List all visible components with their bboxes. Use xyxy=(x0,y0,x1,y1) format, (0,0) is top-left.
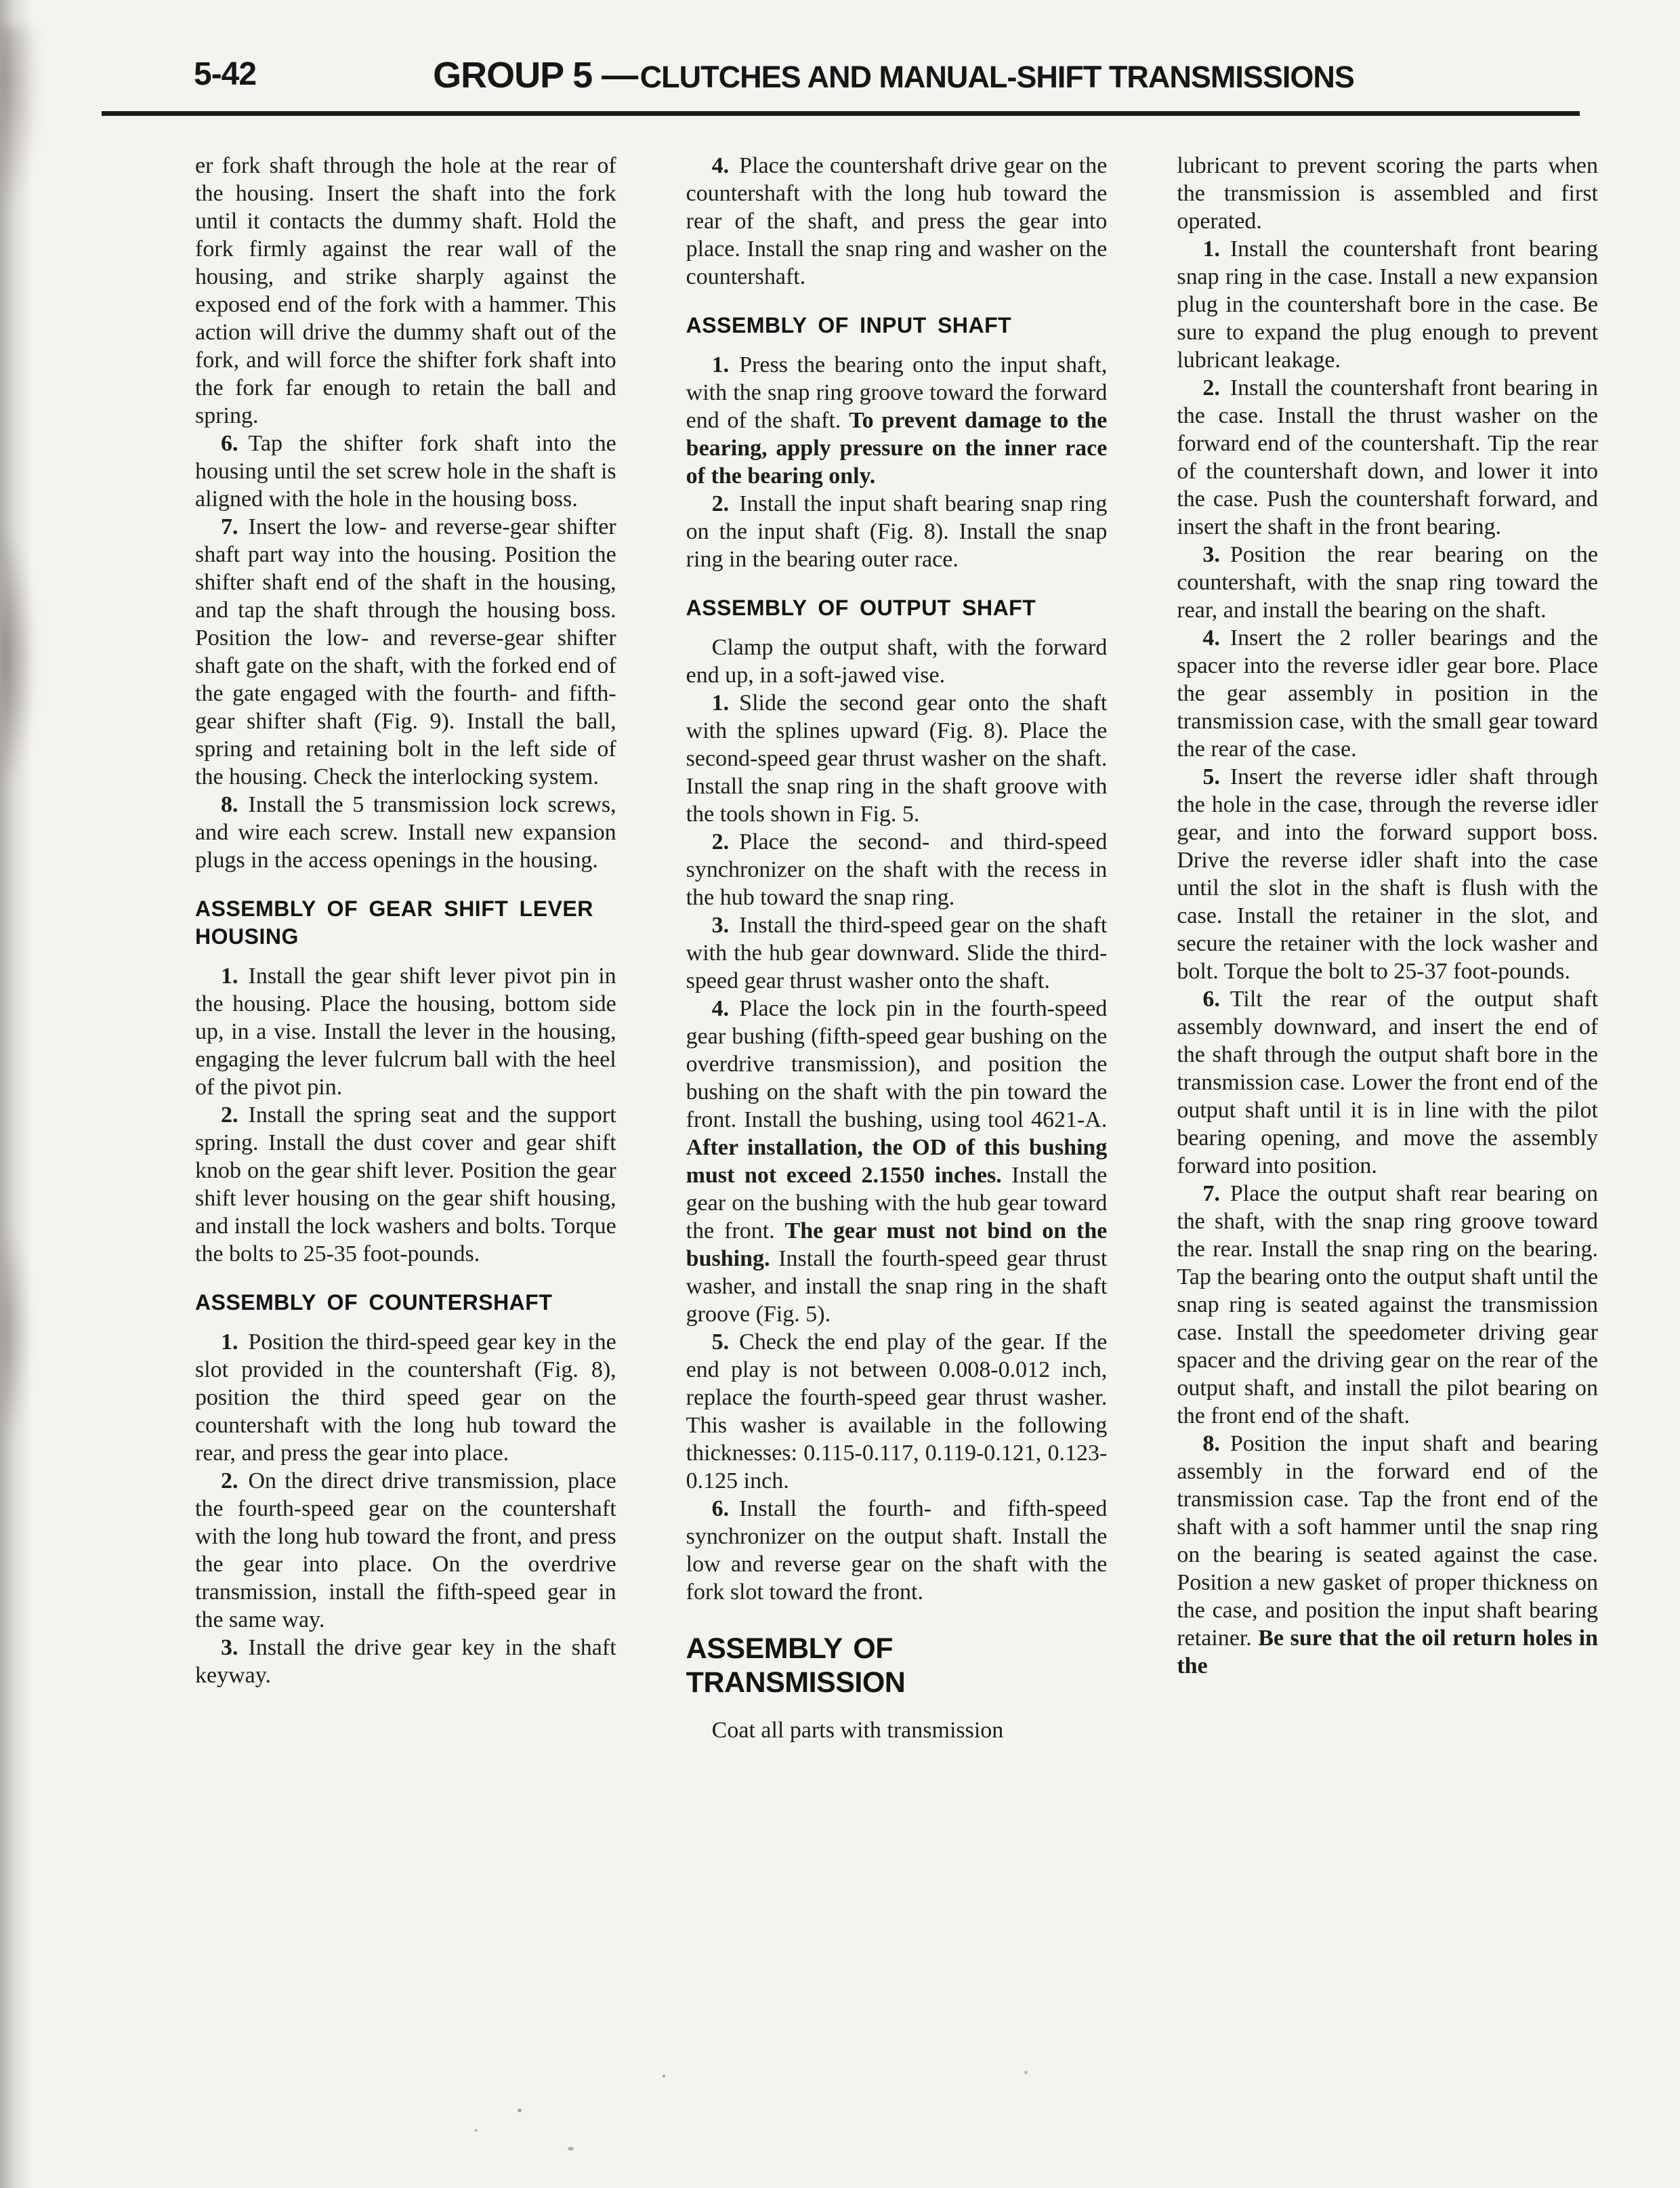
step-number: 1. xyxy=(221,964,238,989)
text-run: Tilt the rear of the output shaft assembly downward, and insert the end of the shaft through the output shaft bore in the transmission case. Lower the front end of the output shaft until it is in line with the pilot bearing opening, and move the assembly forward into position. xyxy=(1177,987,1599,1178)
bold-text-run: Be sure that the oil return holes in the xyxy=(1177,1626,1599,1678)
section-heading: ASSEMBLY OF COUNTERSHAFT xyxy=(195,1290,553,1315)
text-run: Place the lock pin in the fourth-speed gear bushing (fifth-speed gear bushing on the overdrive transmission), and position the bushing on the shaft with the pin toward the front. Install the bushing, using tool 4621-A. xyxy=(686,996,1108,1132)
step-paragraph xyxy=(686,490,1108,573)
text-run: Insert the 2 roller bearings and the spacer into the reverse idler gear bore. Place the gear assembly in position in the transmission case, with the small gear toward the rear of the case. xyxy=(1177,625,1599,762)
text-run: Place the countershaft drive gear on the countershaft with the long hub toward the rear of the shaft, and press the gear into place. Install the snap ring and washer on the countershaft. xyxy=(686,153,1108,289)
text-run: Install the spring seat and the support spring. Install the dust cover and gear shift knob on the gear shift lever. Position the gear shift lever housing on the gear shift housing, and install the lock washers and bolts. Torque the bolts to 25-35 foot-pounds. xyxy=(195,1102,616,1266)
text-run: Install the countershaft front bearing snap ring in the case. Install a new expansion plug in the countershaft bore in the case. Be sure to expand the plug enough to prevent lubricant leakage. xyxy=(1177,236,1599,373)
step-paragraph xyxy=(195,791,616,874)
step-number: 5. xyxy=(1202,764,1220,789)
bold-text-run: To prevent damage to the bearing, apply pressure on the inner race of the bearing only. xyxy=(686,408,1108,489)
ink-speck xyxy=(663,2075,665,2078)
text-run: Position the third-speed gear key in the slot provided in the countershaft (Fig. 8), position the third speed gear on the countershaft with the long hub toward the rear, and press the gear into place. xyxy=(195,1329,616,1466)
step-paragraph xyxy=(1177,541,1598,624)
step-paragraph xyxy=(195,430,616,513)
text-run: Install the fourth-speed gear thrust washer, and install the snap ring in the shaft groove (Fig. 5). xyxy=(686,1246,1108,1327)
section-heading: ASSEMBLY OF INPUT SHAFT xyxy=(686,313,1012,337)
text-run: Place the output shaft rear bearing on the shaft, with the snap ring groove toward the rear. Install the snap ring on the bearing. Tap the bearing onto the output shaft until the snap ring is seated against the transmission case. Install the speedometer driving gear spacer and the driving gear on the rear of the output shaft, and install the pilot bearing on the front end of the shaft. xyxy=(1177,1181,1599,1428)
text-run: Slide the second gear onto the shaft with the splines upward (Fig. 8). Place the second-speed gear thrust washer on the shaft. Install the snap ring in the shaft groove with the tools shown in Fig. 5. xyxy=(686,690,1108,827)
text-run: Install the fourth- and fifth-speed synchronizer on the output shaft. Install the low and reverse gear on the shaft with the fork slot toward the front. xyxy=(686,1496,1108,1605)
step-paragraph xyxy=(686,152,1108,291)
step-number: 2. xyxy=(221,1102,238,1128)
ink-speck xyxy=(568,2147,574,2151)
step-number: 2. xyxy=(711,491,730,516)
scan-smudge xyxy=(0,27,41,203)
step-paragraph xyxy=(195,1101,616,1268)
step-number: 6. xyxy=(1202,987,1220,1012)
step-paragraph xyxy=(1177,1430,1598,1680)
step-number: 3. xyxy=(1202,542,1220,567)
text-run: Place the second- and third-speed synchronizer on the shaft with the recess in the hub toward the snap ring. xyxy=(686,829,1108,910)
step-paragraph xyxy=(686,995,1108,1328)
text-run: er fork shaft through the hole at the rear of the housing. Insert the shaft into the fork until it contacts the dummy shaft. Hold the fork firmly against the rear wall of the housing, and strike sharply against the exposed end of the fork with a hammer. This action will drive the dummy shaft out of the fork, and will force the shifter fork shaft into the fork far enough to retain the ball and spring. xyxy=(195,153,616,428)
step-number: 7. xyxy=(221,514,238,539)
step-paragraph xyxy=(686,1495,1108,1606)
paragraph xyxy=(195,152,616,430)
section-heading: ASSEMBLY OF OUTPUT SHAFT xyxy=(686,596,1036,620)
paragraph xyxy=(686,1716,1108,1744)
page-title-text: CLUTCHES AND MANUAL-SHIFT TRANSMISSIONS xyxy=(639,60,1354,94)
ink-speck xyxy=(1024,2071,1028,2074)
step-paragraph xyxy=(686,689,1108,828)
step-number: 3. xyxy=(711,913,730,938)
step-number: 2. xyxy=(1202,375,1220,400)
text-run: Press the bearing onto the input shaft, with the snap ring groove toward the forward end of the shaft. xyxy=(686,352,1108,433)
text-run: Clamp the output shaft, with the forward end up, in a soft-jawed vise. xyxy=(686,635,1108,688)
step-number: 1. xyxy=(221,1329,238,1355)
step-number: 4. xyxy=(711,153,730,178)
step-paragraph xyxy=(195,513,616,791)
text-run: Install the input shaft bearing snap ring on the input shaft (Fig. 8). Install the snap ring in the bearing outer race. xyxy=(686,491,1108,572)
text-run: Install the gear shift lever pivot pin in the housing. Place the housing, bottom side up, in a vise. Install the lever in the housing, engaging the lever fulcrum ball with the heel of the pivot pin. xyxy=(195,964,616,1100)
step-number: 8. xyxy=(1202,1431,1220,1456)
step-number: 4. xyxy=(1202,625,1220,651)
step-paragraph xyxy=(1177,235,1598,374)
scan-shadow-left-edge xyxy=(0,0,33,2188)
text-run: lubricant to prevent scoring the parts when the transmission is assembled and first operated. xyxy=(1177,153,1599,234)
step-number: 3. xyxy=(221,1635,238,1660)
column-2 xyxy=(686,152,1108,1744)
step-paragraph xyxy=(686,828,1108,911)
column-3 xyxy=(1177,152,1598,1744)
text-run: Install the drive gear key in the shaft keyway. xyxy=(195,1635,616,1688)
step-number: 6. xyxy=(711,1496,730,1521)
step-paragraph xyxy=(195,1634,616,1689)
step-number: 6. xyxy=(221,431,238,456)
step-paragraph xyxy=(195,1328,616,1467)
text-run: Tap the shifter fork shaft into the housing until the set screw hole in the shaft is aligned with the hole in the housing boss. xyxy=(195,431,616,512)
step-paragraph xyxy=(1177,985,1598,1180)
text-run: Coat all parts with transmission xyxy=(711,1718,1004,1743)
page-title-group: GROUP 5 — xyxy=(433,55,638,96)
step-number: 1. xyxy=(711,352,730,377)
bold-text-run: The gear must not bind on the bushing. xyxy=(686,1218,1108,1271)
step-paragraph xyxy=(686,351,1108,490)
step-paragraph xyxy=(686,911,1108,995)
step-number: 2. xyxy=(221,1468,238,1493)
step-number: 7. xyxy=(1202,1181,1220,1206)
text-run: Install the gear on the bushing with the hub gear toward the front. xyxy=(686,1163,1108,1243)
text-run: Insert the low- and reverse-gear shifter shaft part way into the housing. Position the shifter shaft end of the shaft in the housing, and tap the shaft through the housing boss. Position the low- and reverse-gear shifter shaft gate on the shaft, with the forked end of the gate engaged with the fourth- and fifth-gear shifter shaft (Fig. 9). Install the ball, spring and retaining bolt in the left side of the housing. Check the interlocking system. xyxy=(195,514,616,789)
text-run: Insert the reverse idler shaft through the hole in the case, through the reverse idler gear, and into the forward support boss. Drive the reverse idler shaft into the case until the slot in the shaft is flush with the case. Install the retainer in the slot, and secure the retainer with the lock washer and bolt. Torque the bolt to 25-37 foot-pounds. xyxy=(1177,764,1599,984)
text-run: Install the countershaft front bearing in the case. Install the thrust washer on the forward end of the countershaft. Tip the rear of the countershaft down, and lower it into the case. Push the countershaft forward, and insert the shaft in the front bearing. xyxy=(1177,375,1599,539)
step-number: 5. xyxy=(711,1329,730,1355)
text-run: Install the third-speed gear on the shaft with the hub gear downward. Slide the third-speed gear thrust washer onto the shaft. xyxy=(686,913,1108,993)
step-number: 1. xyxy=(711,690,730,716)
text-run: Position the input shaft and bearing assembly in the forward end of the transmission case. Tap the front end of the shaft with a soft hammer until the snap ring on the bearing is seated against the case. Position a new gasket of proper thickness on the case, and position the input shaft bearing retainer. xyxy=(1177,1431,1599,1651)
step-number: 1. xyxy=(1202,236,1220,262)
section-heading: ASSEMBLY OF TRANSMISSION xyxy=(686,1632,906,1699)
text-columns xyxy=(195,152,1598,1744)
ink-speck xyxy=(474,2129,478,2132)
step-number: 4. xyxy=(711,996,730,1021)
step-number: 2. xyxy=(711,829,730,854)
step-paragraph xyxy=(1177,763,1598,985)
paragraph xyxy=(686,634,1108,689)
bold-text-run: After installation, the OD of this bushing must not exceed 2.1550 inches. xyxy=(686,1135,1108,1188)
page-number: 5-42 xyxy=(194,56,257,92)
text-run: Position the rear bearing on the countershaft, with the snap ring toward the rear, and install the bearing on the shaft. xyxy=(1177,542,1599,623)
scan-smudge xyxy=(1,1220,33,1443)
step-paragraph xyxy=(1177,1180,1598,1430)
step-paragraph xyxy=(195,1467,616,1634)
step-paragraph xyxy=(1177,374,1598,541)
scan-smudge xyxy=(1,529,37,786)
step-paragraph xyxy=(686,1328,1108,1495)
text-run: Check the end play of the gear. If the end play is not between 0.008-0.012 inch, replace the fourth-speed gear thrust washer. This washer is available in the following thicknesses: 0.115-0.117, 0.119-0.121, 0.123-0.125 inch. xyxy=(686,1329,1108,1493)
text-run: On the direct drive transmission, place the fourth-speed gear on the countershaft with the long hub toward the front, and press the gear into place. On the overdrive transmission, install the fifth-speed gear in the same way. xyxy=(195,1468,616,1632)
page-title xyxy=(195,54,1592,96)
step-number: 8. xyxy=(221,792,238,817)
text-run: Install the 5 transmission lock screws, and wire each screw. Install new expansion plugs in the access openings in the housing. xyxy=(195,792,616,873)
step-paragraph xyxy=(195,962,616,1101)
step-paragraph xyxy=(1177,624,1598,763)
section-heading: ASSEMBLY OF GEAR SHIFT LEVER HOUSING xyxy=(195,896,593,949)
header-rule xyxy=(102,111,1580,116)
paragraph xyxy=(1177,152,1598,235)
ink-speck xyxy=(518,2109,522,2112)
column-1 xyxy=(195,152,616,1744)
